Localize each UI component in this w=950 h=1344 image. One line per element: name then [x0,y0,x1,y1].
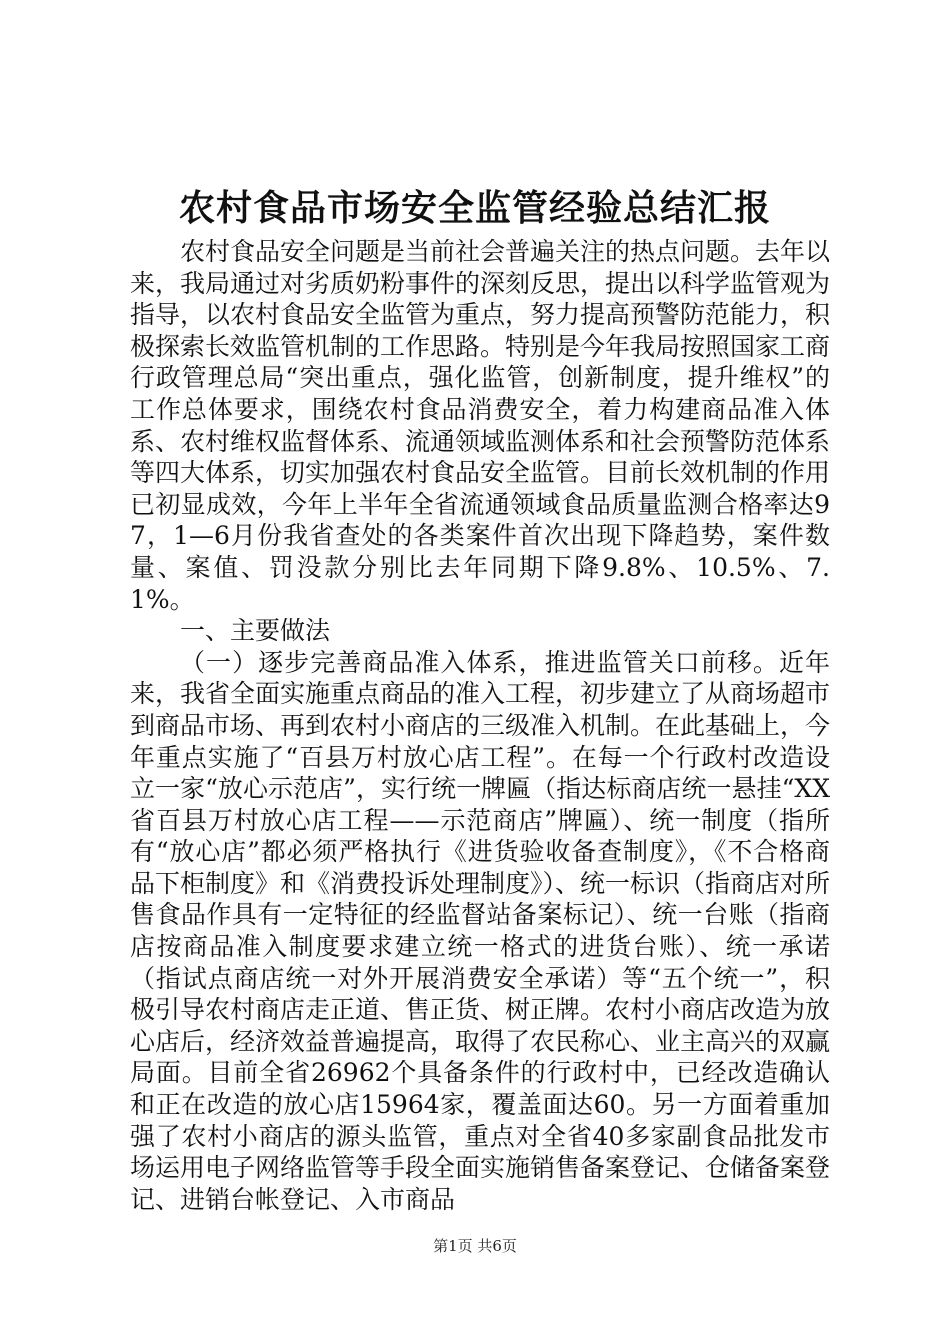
document-title: 农村食品市场安全监管经验总结汇报 [178,188,771,229]
subsection-paragraph-market-access: （一）逐步完善商品准入体系，推进监管关口前移。近年来，我省全面实施重点商品的准入工程，初步建立了从商场超市到商品市场、再到农村小商店的三级准入机制。在此基础上，今年重点实施了“百县万村放心店工程”。在每一个行政村改造设立一家“放心示范店”，实行统一牌匾（指达标商店统一悬挂“XX省百县万村放心店工程——示范商店”牌匾）、统一制度（指所有“放心店”都必须严格执行《进货验收备查制度》，《不合格商品下柜制度》和《消费投诉处理制度》）、统一标识（指商店对所售食品作具有一定特征的经监督站备案标记）、统一台账（指商店按商品准入制度要求建立统一格式的进货台账）、统一承诺（指试点商店统一对外开展消费安全承诺）等“五个统一”，积极引导农村商店走正道、售正货、树正牌。农村小商店改造为放心店后，经济效益普遍提高，取得了农民称心、业主高兴的双赢局面。目前全省26962个具备条件的行政村中，已经改造确认和正在改造的放心店15964家，覆盖面达60。另一方面着重加强了农村小商店的源头监管，重点对全省40多家副食品批发市场运用电子网络监管等手段全面实施销售备案登记、仓储备案登记、进销台帐登记、入市商品 [130,647,831,1214]
page-footer: 第1页 共6页 [433,1237,517,1255]
section-heading-main-methods: 一、主要做法 [180,616,331,646]
document-body [130,236,830,1215]
intro-paragraph: 农村食品安全问题是当前社会普遍关注的热点问题。去年以来，我局通过对劣质奶粉事件的深刻反思，提出以科学监管观为指导，以农村食品安全监管为重点，努力提高预警防范能力，积极探索长效监管机制的工作思路。特别是今年我局按照国家工商行政管理总局“突出重点，强化监管，创新制度，提升维权”的工作总体要求，围绕农村食品消费安全，着力构建商品准入体系、农村维权监督体系、流通领域监测体系和社会预警防范体系等四大体系，切实加强农村食品安全监管。目前长效机制的作用已初显成效，今年上半年全省流通领域食品质量监测合格率达97，1—6月份我省查处的各类案件首次出现下降趋势，案件数量、案值、罚没款分别比去年同期下降9.8%、10.5%、7.1%。 [130,237,831,614]
